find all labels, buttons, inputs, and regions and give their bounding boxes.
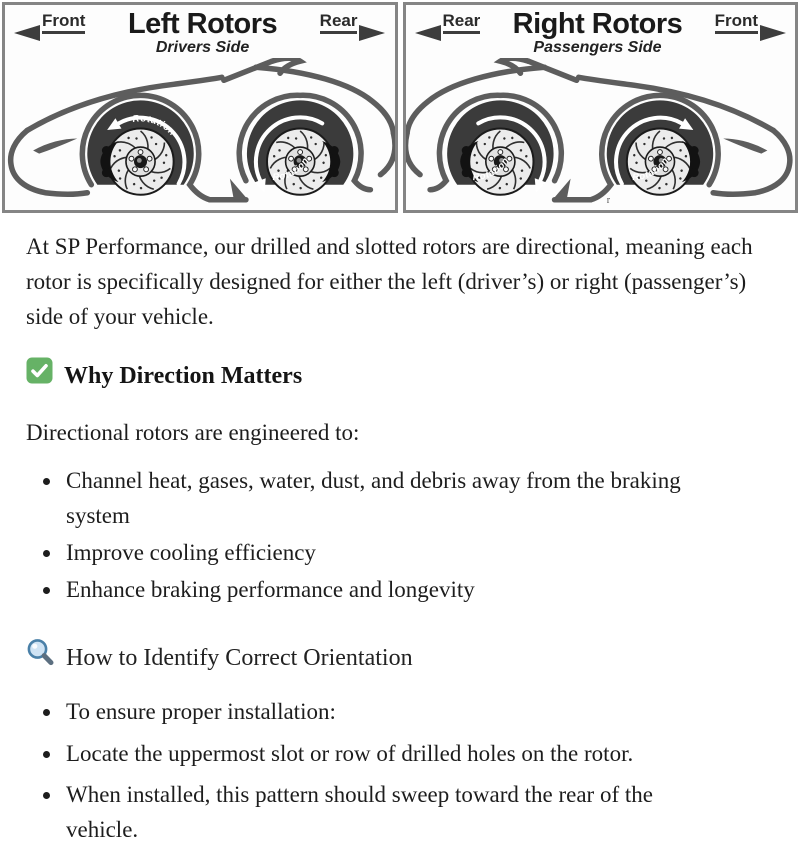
direction-label-text: Front — [42, 11, 85, 34]
panel-subtitle: Passengers Side — [533, 39, 662, 57]
list-item: • Locate the uppermost slot or row of drilled holes on the rotor. — [63, 737, 726, 772]
intro-paragraph: At SP Performance, our drilled and slotted rotors are directional, meaning each rotor is specifically designed for either the left (driver’s) or right (passenger’s) side of your vehicle. — [26, 234, 753, 329]
check-icon — [26, 357, 53, 395]
front-direction-label — [715, 11, 786, 34]
list-item: • When installed, this pattern should sweep toward the rear of the vehicle. — [63, 778, 726, 848]
left-arrow-icon — [415, 25, 441, 41]
panel-title: Right Rotors — [512, 8, 683, 40]
why-direction-matters-heading — [26, 357, 774, 395]
how-to-identify-heading — [26, 638, 774, 678]
panel-title-block — [513, 9, 683, 57]
rotation-label: Rotation — [272, 155, 312, 184]
stray-mark: r — [606, 194, 610, 206]
direction-label-text: Front — [715, 11, 758, 34]
how-bullet-list — [26, 695, 774, 849]
rotation-label: Rotation — [471, 155, 512, 184]
direction-label-text: Rear — [320, 11, 358, 34]
list-item: • Channel heat, gases, water, dust, and debris away from the braking system — [63, 464, 726, 534]
panel-title-block — [128, 9, 277, 57]
rotation-label: Rotation — [131, 113, 178, 139]
right-rotors-panel — [403, 2, 799, 213]
right-arrow-icon — [359, 25, 385, 41]
article-body — [0, 215, 800, 848]
rotation-label: Rotation — [631, 155, 671, 184]
front-direction-label — [14, 11, 85, 34]
rear-direction-label — [415, 11, 481, 34]
right-car-illustration — [406, 58, 796, 211]
left-arrow-icon — [14, 25, 40, 41]
why-bullet-list — [26, 464, 774, 608]
panel-header — [406, 5, 796, 57]
heading-text: How to Identify Correct Orientation — [66, 645, 413, 672]
direction-label-text: Rear — [443, 11, 481, 34]
rotor-direction-diagram — [0, 0, 800, 215]
panel-header — [5, 5, 395, 57]
panel-subtitle: Drivers Side — [155, 39, 250, 57]
why-lead-text: Directional rotors are engineered to: — [26, 420, 360, 446]
left-car-illustration — [5, 58, 395, 211]
right-arrow-icon — [760, 25, 786, 41]
list-item: • Enhance braking performance and longevity — [63, 573, 726, 608]
rear-direction-label — [320, 11, 386, 34]
list-item: • Improve cooling efficiency — [63, 536, 726, 571]
left-rotors-panel — [2, 2, 398, 213]
panel-title: Left Rotors — [127, 8, 278, 40]
heading-text: Why Direction Matters — [64, 362, 303, 389]
magnifier-icon — [26, 638, 55, 678]
list-item: • To ensure proper installation: — [63, 695, 726, 730]
